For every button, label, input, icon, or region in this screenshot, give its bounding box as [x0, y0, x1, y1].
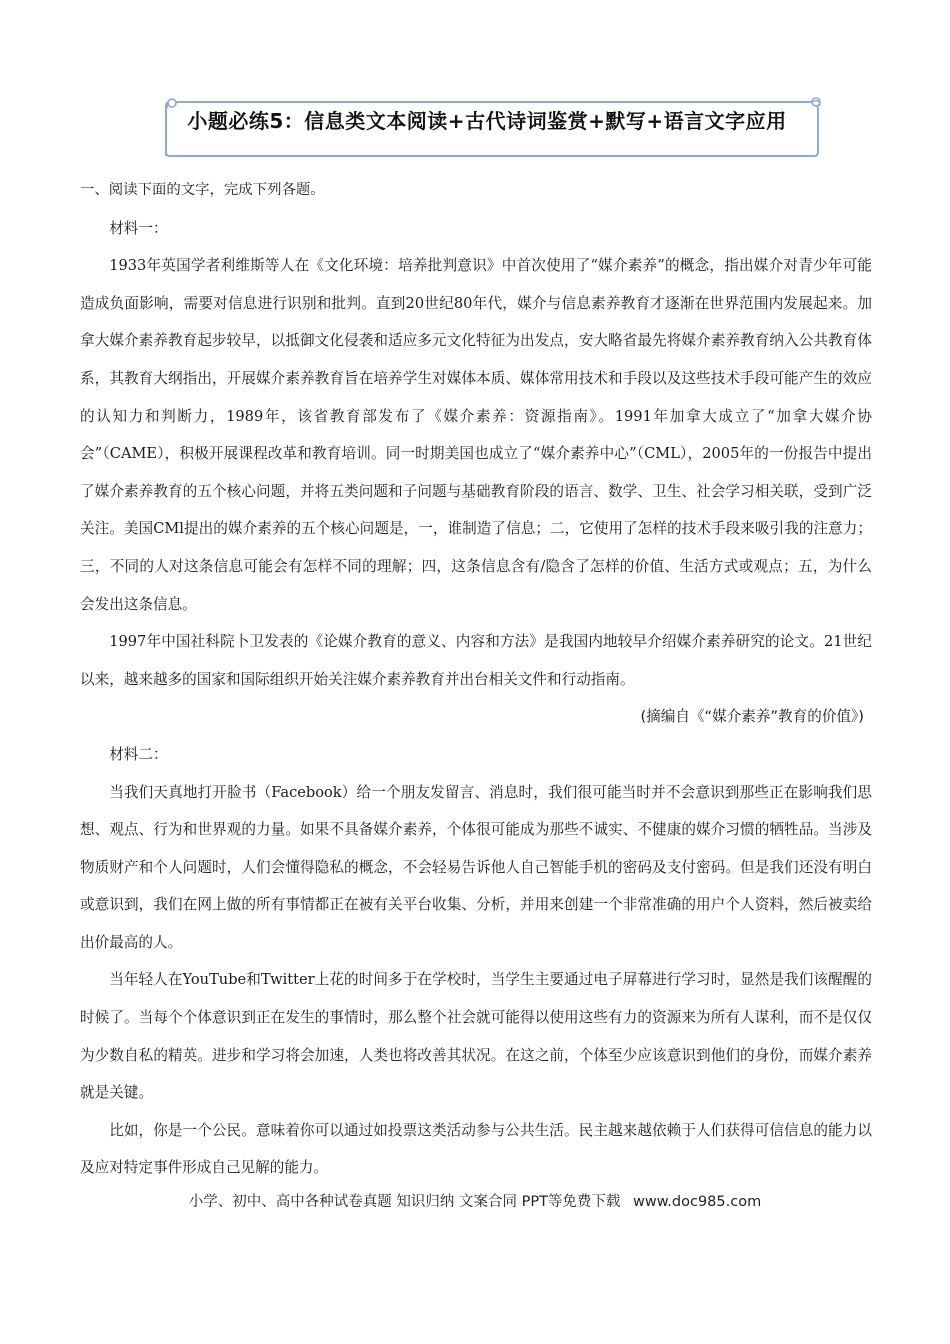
material-one-paragraph: 1933年英国学者利维斯等人在《文化环境：培养批判意识》中首次使用了“媒介素养”的概念，指出媒介对青少年可能造成负面影响，需要对信息进行识别和批判。直到20世纪80年代，媒介与信息素养教育才逐渐在世界范围内发展起来。加拿大媒介素养教育起步较早，以抵御文化侵袭和适应多元文化特征为出发点，安大略省最先将媒介素养教育纳入公共教育体系，其教育大纲指出，开展媒介素养教育旨在培养学生对媒体本质、媒体常用技术和手段以及这些技术手段可能产生的效应的认知力和判断力，1989年，该省教育部发布了《媒介素养：资源指南》。1991年加拿大成立了“加拿大媒介协会”（CAME），积极开展课程改革和教育培训。同一时期美国也成立了“媒介素养中心”（CML），2005年的一份报告中提出了媒介素养教育的五个核心问题，并将五类问题和子问题与基础教育阶段的语言、数学、卫生、社会学习相关联，受到广泛关注。美国CMl提出的媒介素养的五个核心问题是，一，谁制造了信息；二，它使用了怎样的技术手段来吸引我的注意力；三，不同的人对这条信息可能会有怎样不同的理解；四，这条信息含有/隐含了怎样的价值、生活方式或观点；五，为什么会发出这条信息。	[80, 257, 872, 613]
footer-link[interactable]: www.doc985.com	[633, 1194, 762, 1210]
page-title: 小题必练5：信息类文本阅读+古代诗词鉴赏+默写+语言文字应用	[187, 109, 787, 133]
material-one-label: 材料一：	[109, 219, 168, 237]
title-banner	[164, 96, 822, 154]
footer-text: 小学、初中、高中各种试卷真题 知识归纳 文案合同 PPT等免费下载	[188, 1194, 621, 1210]
material-two-paragraph: 比如，你是一个公民。意味着你可以通过如投票这类活动参与公共生活。民主越来越依赖于人们获得可信信息的能力以及应对特定事件形成自己见解的能力。	[80, 1121, 872, 1177]
reading-content	[80, 172, 872, 1187]
material-two-label: 材料二：	[109, 745, 168, 763]
material-two-paragraph: 当年轻人在YouTube和Twitter上花的时间多于在学校时，当学生主要通过电子屏幕进行学习时，显然是我们该醒醒的时候了。当每个个体意识到正在发生的事情时，那么整个社会就可能得以使用这些有力的资源来为所有人谋利，而不是仅仅为少数自私的精英。进步和学习将会加速，人类也将改善其状况。在这之前，个体至少应该意识到他们的身份，而媒介素养就是关键。	[80, 971, 872, 1102]
material-one-paragraph: 1997年中国社科院卜卫发表的《论媒介教育的意义、内容和方法》是我国内地较早介绍媒介素养研究的论文。21世纪以来，越来越多的国家和国际组织开始关注媒介素养教育并出台相关文件和行动指南。	[80, 633, 872, 688]
material-two-paragraph: 当我们天真地打开脸书（Facebook）给一个朋友发留言、消息时，我们很可能当时并不会意识到那些正在影响我们思想、观点、行为和世界观的力量。如果不具备媒介素养，个体很可能成为那些不诚实、不健康的媒介习惯的牺牲品。当涉及物质财产和个人问题时，人们会懂得隐私的概念，不会轻易告诉他人自己智能手机的密码及支付密码。但是我们还没有明白或意识到，我们在网上做的所有事情都正在被有关平台收集、分析，并用来创建一个非常准确的用户个人资料，然后被卖给出价最高的人。	[80, 783, 872, 951]
page-footer	[0, 1190, 950, 1211]
material-one-source: (摘编自《“媒介素养”教育的价值》)	[640, 708, 864, 726]
question-heading: 一、阅读下面的文字，完成下列各题。	[80, 182, 325, 198]
